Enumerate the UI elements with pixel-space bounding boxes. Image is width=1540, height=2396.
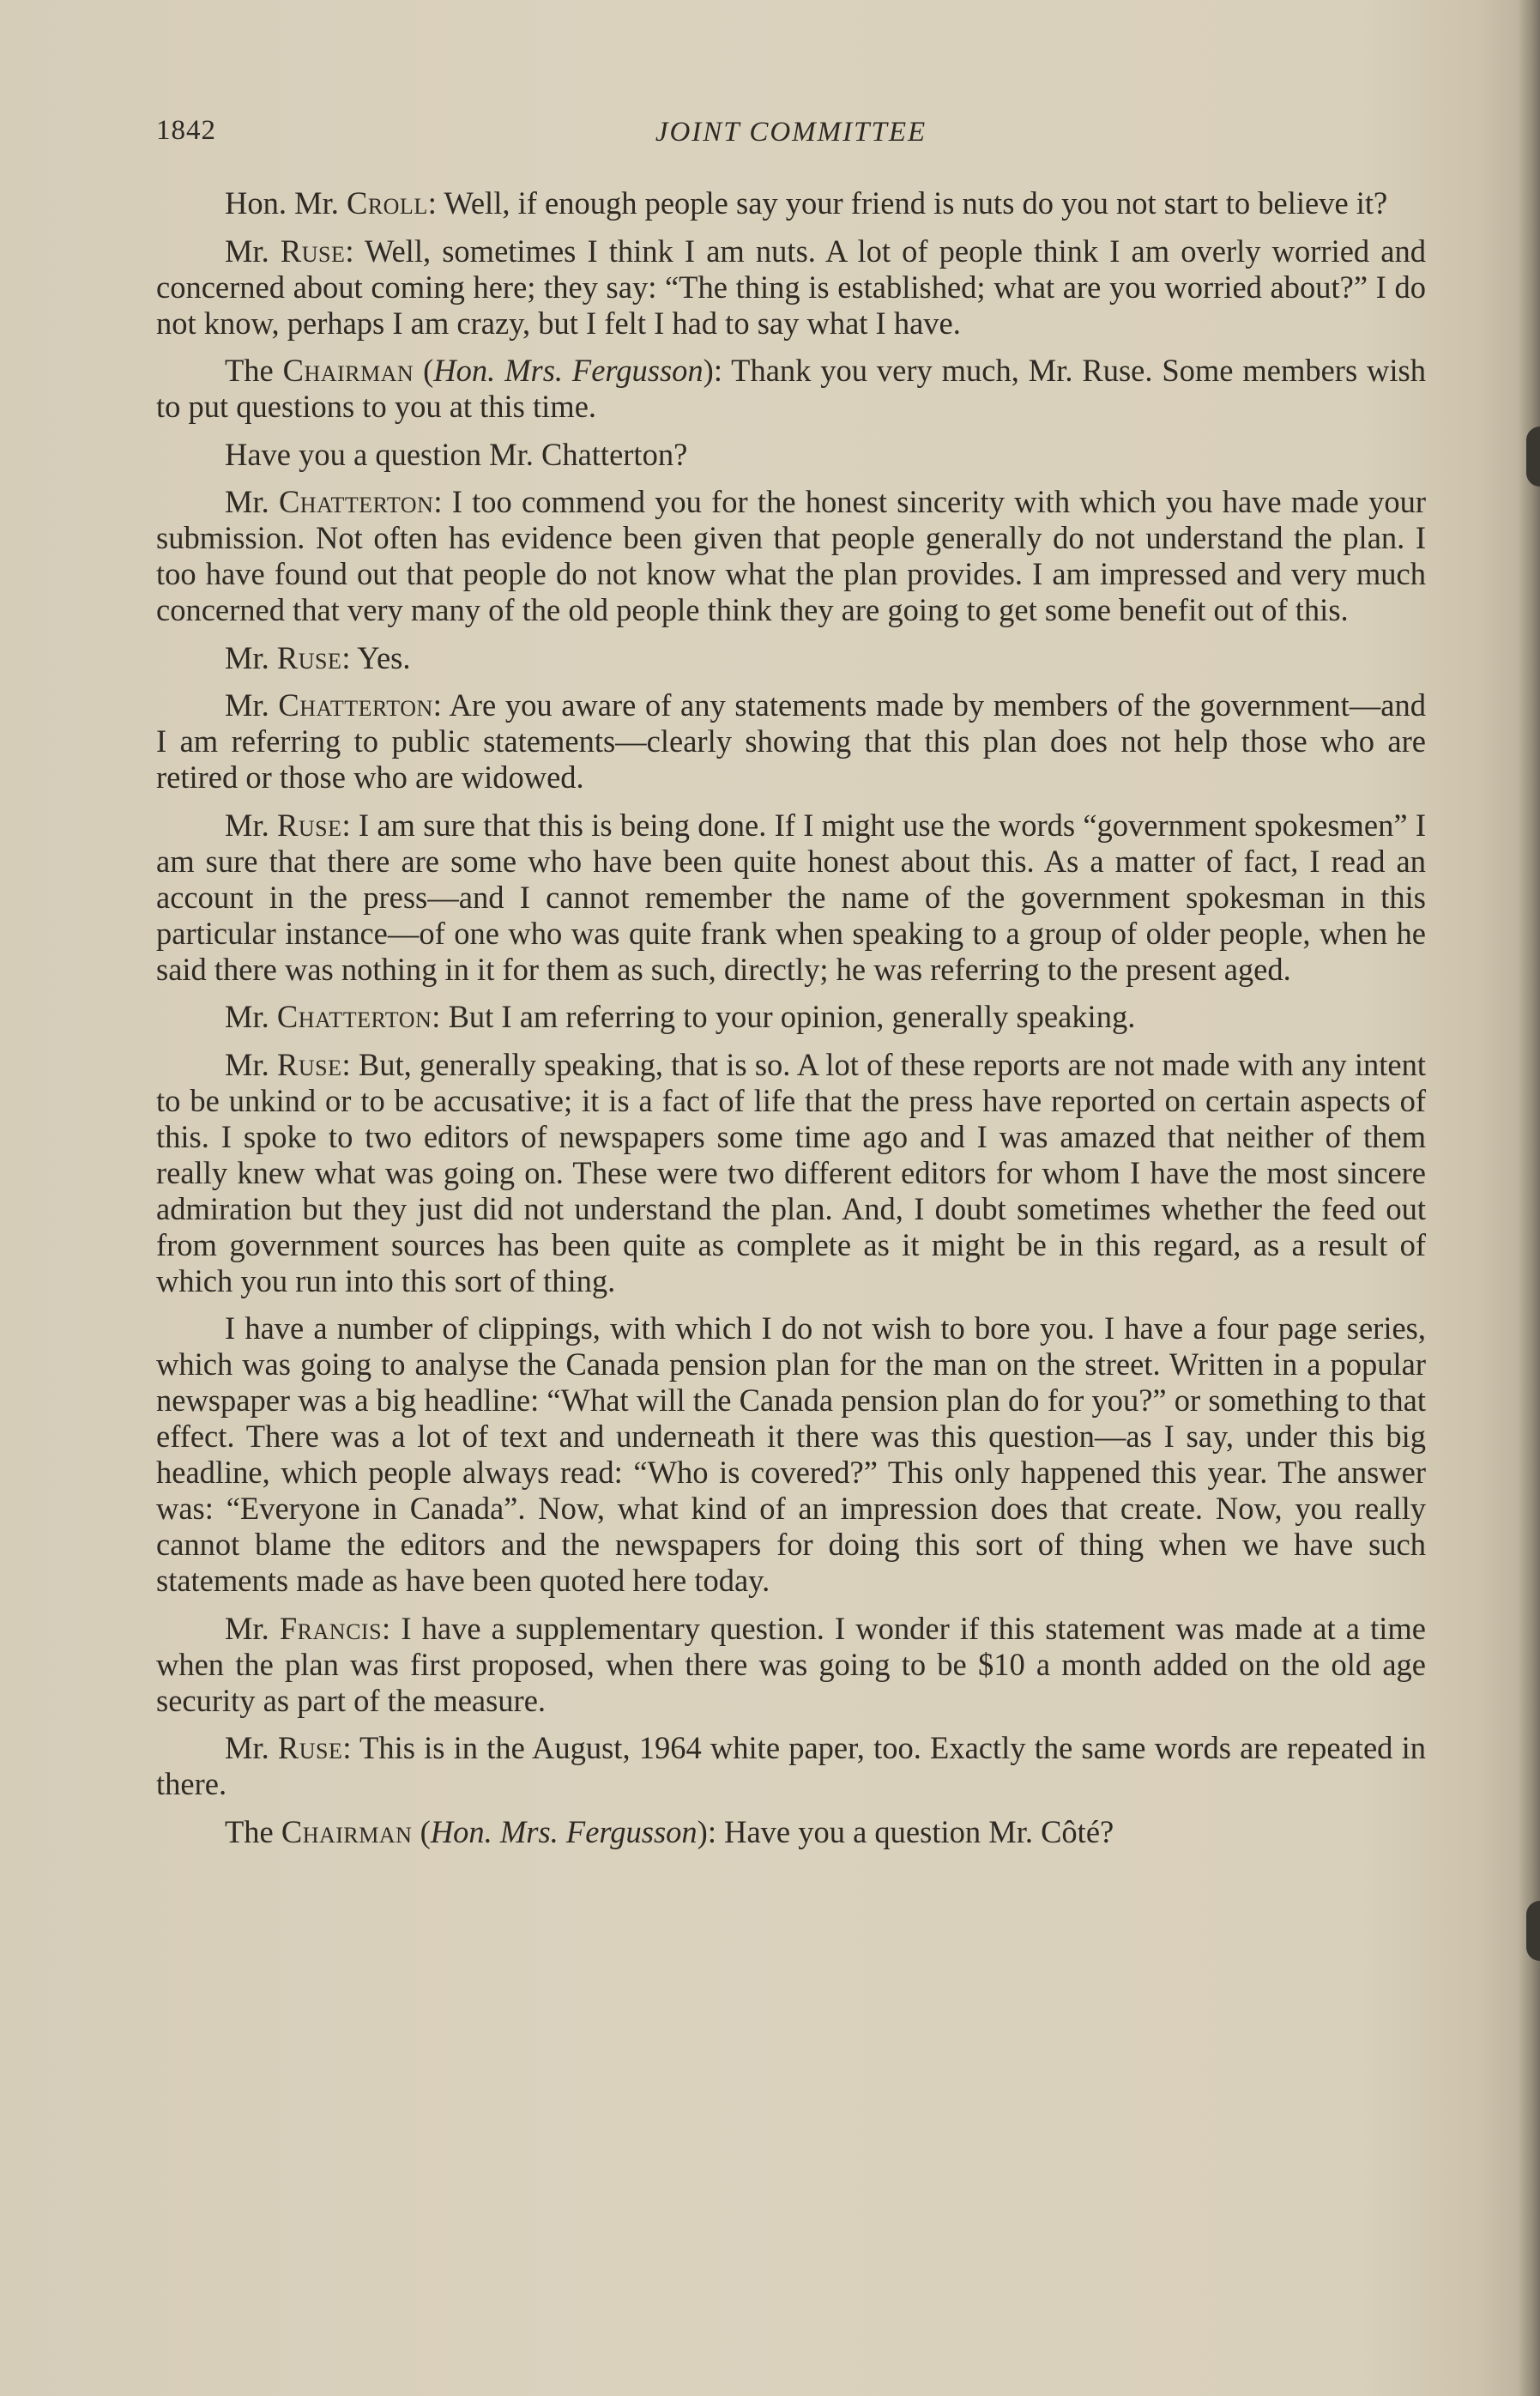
paragraph [156, 640, 1426, 676]
speaker-prefix: Mr. [225, 687, 279, 723]
speaker-name: Ruse [280, 233, 346, 269]
paragraph-text: Yes. [350, 639, 411, 675]
speaker-prefix: Hon. Mr. [225, 185, 347, 221]
paragraph [156, 687, 1426, 796]
speaker-prefix: Mr. [225, 639, 277, 675]
paragraph [156, 1730, 1426, 1802]
paragraph-text: Thank you very much, Mr. Ruse. Some members wish to put questions to you at this time. [156, 353, 1426, 424]
paren-open: ( [412, 1813, 431, 1849]
speaker-prefix: The [225, 1813, 281, 1849]
paragraph [156, 999, 1426, 1035]
paragraph-text: I am sure that this is being done. If I might use the words “government spokesmen” I am sure that there are some who have been quite honest about this. As a matter of fact, I read an account in the press—and I cannot remember the name of the government spokesman in this particular instance—of one who was quite frank when speaking to a group of older people, when he said there was nothing in it for them as such, directly; he was referring to the present aged. [156, 807, 1426, 987]
paragraph-text: I have a supplementary question. I wonder if this statement was made at a time when the plan was first proposed, when there was going to be $10 a month added on the old age security as part of the measure. [156, 1610, 1426, 1718]
speaker-prefix: Mr. [225, 1610, 280, 1646]
paren-open: ( [414, 353, 434, 388]
binding-shadow [1518, 0, 1540, 2396]
paragraph-text: This is in the August, 1964 white paper, too. Exactly the same words are repeated in there. [156, 1730, 1426, 1801]
paragraph-text: Well, sometimes I think I am nuts. A lot of people think I am overly worried and concerned about coming here; they say: “The thing is established; what are you worried about?” I do not know, perhaps I am crazy, but I felt I had to say what I have. [156, 233, 1426, 341]
speaker-name: Ruse [277, 807, 342, 843]
speaker-name: Chairman [282, 353, 414, 388]
paragraph-text: I too commend you for the honest sincerity with which you have made your submission. Not often has evidence been given that people generally do not understand the plan. I too have found out that people do not know what the plan provides. I am impressed and very much concerned that very many of the old people think they are going to get some benefit out of this. [156, 484, 1426, 627]
paragraph-text: Well, if enough people say your friend is nuts do you not start to believe it? [436, 185, 1388, 221]
running-head: JOINT COMMITTEE [655, 117, 927, 148]
binding-hole-bottom [1526, 1901, 1540, 1961]
speaker-name: Chatterton [276, 999, 432, 1034]
paragraph-text: But, generally speaking, that is so. A lot of these reports are not made with any intent to be unkind or to be accusative; it is a fact of life that the press have reported on certain aspects of this. I spoke to two editors of newspapers some time ago and I was amazed that neither of them really knew what was going on. These were two different editors for whom I have the most sincere admiration but they just did not understand the plan. And, I doubt sometimes whether the feed out from government sources has been quite as complete as it might be in this regard, as a result of which you run into this sort of thing. [156, 1046, 1426, 1298]
speaker-name: Chatterton [278, 484, 434, 519]
speaker-prefix: Mr. [225, 1730, 278, 1765]
transcript-body [156, 185, 1426, 1861]
paragraph [156, 185, 1426, 221]
speaker-prefix: Mr. [225, 484, 279, 519]
speaker-name: Ruse [277, 1730, 343, 1765]
speaker-prefix: Mr. [225, 233, 281, 269]
paragraph [156, 1047, 1426, 1299]
speaker-name: Chairman [281, 1813, 413, 1849]
speaker-name: Francis [279, 1610, 383, 1646]
speaker-colon: : [341, 639, 351, 675]
speaker-name: Ruse [277, 1046, 342, 1082]
speaker-colon: : [432, 687, 442, 723]
speaker-colon: : [342, 1730, 352, 1765]
speaker-colon: : [433, 484, 443, 519]
paragraph [156, 1814, 1426, 1850]
paragraph [156, 233, 1426, 342]
paragraph [156, 437, 1426, 473]
paragraph [156, 484, 1426, 628]
paragraph-text: But I am referring to your opinion, generally speaking. [440, 999, 1136, 1034]
speaker-prefix: Mr. [225, 999, 277, 1034]
paragraph [156, 353, 1426, 425]
page-number: 1842 [156, 115, 216, 146]
paragraph-text: Have you a question Mr. Côté? [716, 1813, 1114, 1849]
speaker-prefix: Mr. [225, 807, 277, 843]
speaker-name: Chatterton [278, 687, 433, 723]
speaker-colon: : [341, 1046, 351, 1082]
speaker-name: Croll [346, 185, 428, 221]
paren-close: ): [703, 353, 722, 388]
speaker-prefix: Mr. [225, 1046, 277, 1082]
speaker-prefix: The [225, 353, 283, 388]
paren-close: ): [697, 1813, 716, 1849]
speaker-colon: : [432, 999, 441, 1034]
paragraph-text: Are you aware of any statements made by members of the government—and I am referring to public statements—clearly showing that this plan does not help those who are retired or those who are widowed. [156, 687, 1426, 795]
speaker-colon: : [427, 185, 437, 221]
paragraph [156, 1611, 1426, 1719]
chair-title: Hon. Mrs. Fergusson [433, 353, 704, 388]
speaker-name: Ruse [276, 639, 342, 675]
paragraph [156, 1310, 1426, 1599]
chair-title: Hon. Mrs. Fergusson [430, 1813, 698, 1849]
speaker-colon: : [341, 807, 351, 843]
paragraph-text: I have a number of clippings, with which I do not wish to bore you. I have a four page series, which was going to analyse the Canada pension plan for the man on the street. Written in a popular newspaper was a big headline: “What will the Canada pension plan do for you?” or something to that effect. There was a lot of text and underneath it there was this question—as I say, under this big headline, which people always read: “Who is covered?” This only happened this year. The answer was: “Everyone in Canada”. Now, what kind of an impression does that create. Now, you really cannot blame the editors and the newspapers for doing this sort of thing when we have such statements made as have been quoted here today. [156, 1310, 1426, 1598]
paragraph-text: Have you a question Mr. Chatterton? [225, 436, 688, 472]
speaker-colon: : [345, 233, 354, 269]
binding-hole-top [1526, 427, 1540, 487]
page-header [156, 115, 1426, 153]
speaker-colon: : [382, 1610, 391, 1646]
paragraph [156, 808, 1426, 988]
